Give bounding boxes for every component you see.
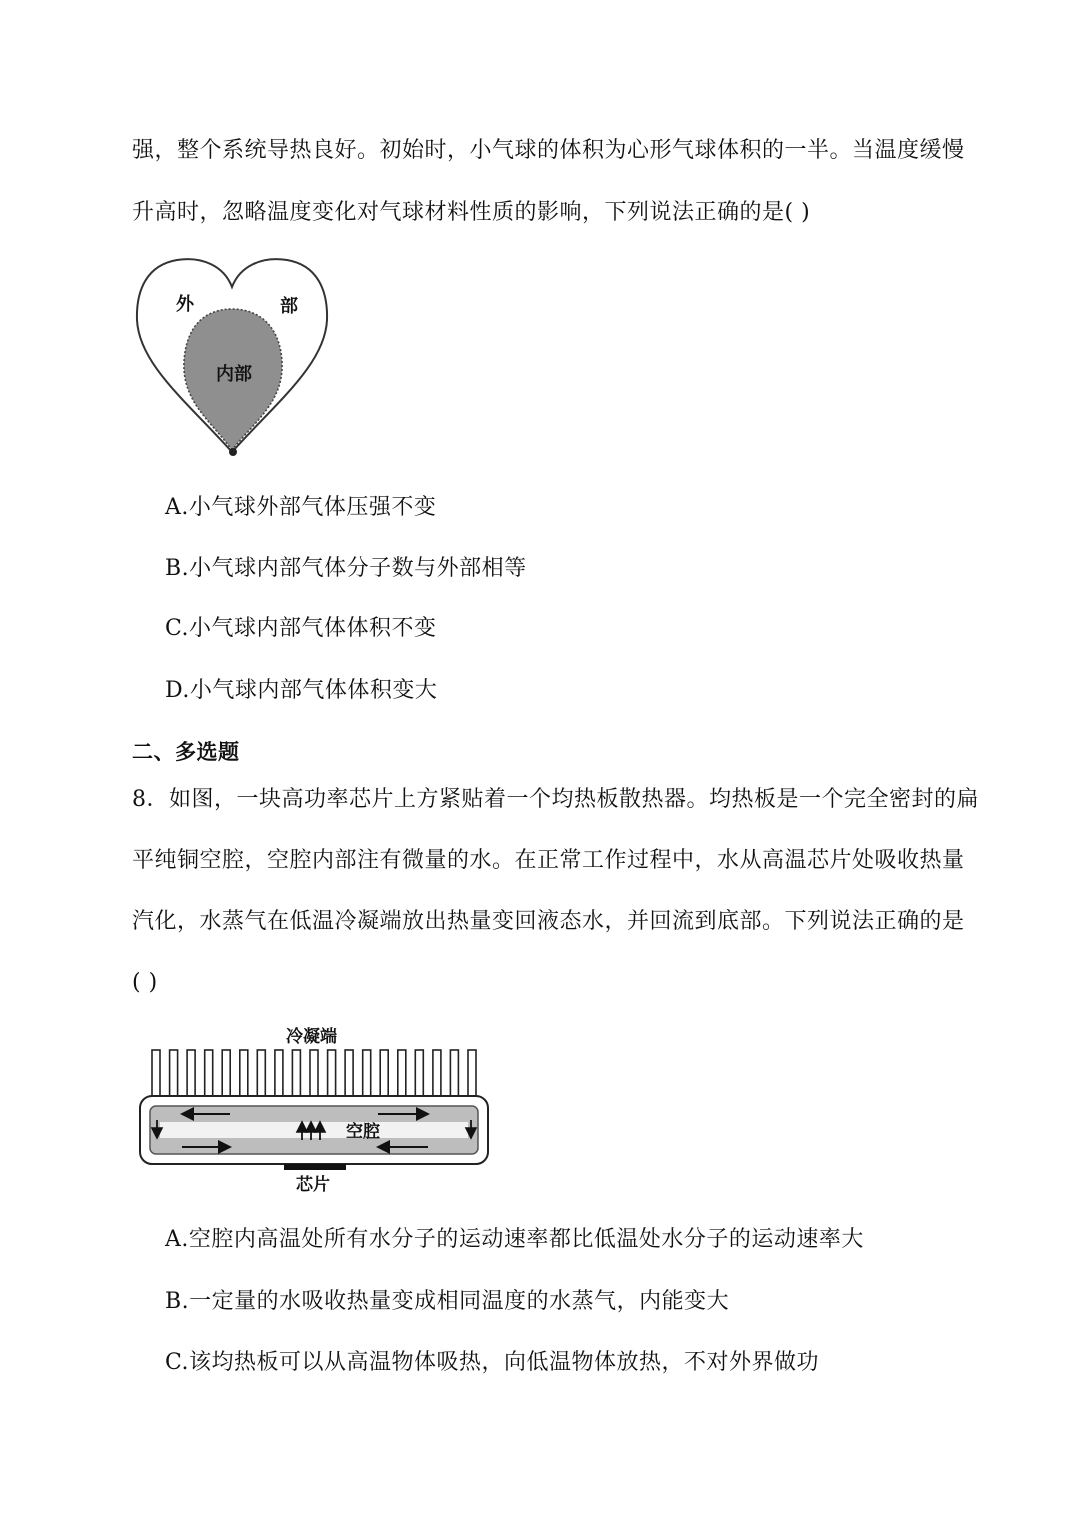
chip-block bbox=[284, 1164, 346, 1170]
heatsink-fin bbox=[205, 1050, 213, 1096]
q7-stem-line-1: 强，整个系统导热良好。初始时，小气球的体积为心形气球体积的一半。当温度缓慢 bbox=[132, 138, 965, 163]
heatsink-fin bbox=[363, 1050, 371, 1096]
heatsink-fin bbox=[415, 1050, 423, 1096]
heatsink-fin bbox=[328, 1050, 336, 1096]
q7-option-c: C.小气球内部气体体积不变 bbox=[165, 616, 437, 641]
condenser-fins bbox=[152, 1050, 476, 1096]
q8-option-c: C.该均热板可以从高温物体吸热，向低温物体放热，不对外界做功 bbox=[165, 1350, 820, 1375]
heatsink-fin bbox=[398, 1050, 406, 1096]
cavity-label: 空腔 bbox=[346, 1122, 380, 1142]
q8-stem-line-1: 8．如图，一块高功率芯片上方紧贴着一个均热板散热器。均热板是一个完全密封的扁 bbox=[132, 787, 979, 812]
heatsink-fin bbox=[187, 1050, 195, 1096]
condenser-label: 冷凝端 bbox=[286, 1027, 337, 1047]
heatsink-fin bbox=[257, 1050, 265, 1096]
balloon-knot bbox=[229, 448, 237, 456]
chip-label: 芯片 bbox=[296, 1175, 330, 1195]
heatsink-fin bbox=[275, 1050, 283, 1096]
outer-label-2: 部 bbox=[280, 296, 298, 317]
heatsink-fin bbox=[152, 1050, 160, 1096]
heatsink-fin bbox=[468, 1050, 476, 1096]
heatsink-fin bbox=[222, 1050, 230, 1096]
q7-option-d: D.小气球内部气体体积变大 bbox=[165, 678, 438, 703]
q8-stem-line-3: 汽化，水蒸气在低温冷凝端放出热量变回液态水，并回流到底部。下列说法正确的是 bbox=[132, 909, 965, 934]
inner-label: 内部 bbox=[216, 364, 252, 385]
heatsink-fin bbox=[310, 1050, 318, 1096]
q8-option-a: A.空腔内高温处所有水分子的运动速率都比低温处水分子的运动速率大 bbox=[165, 1227, 864, 1252]
heatsink-fin bbox=[292, 1050, 300, 1096]
vapor-chamber-figure bbox=[130, 1020, 500, 1195]
q7-option-b: B.小气球内部气体分子数与外部相等 bbox=[165, 556, 527, 581]
q8-stem-line-2: 平纯铜空腔，空腔内部注有微量的水。在正常工作过程中，水从高温芯片处吸收热量 bbox=[132, 848, 965, 873]
heart-balloon-figure bbox=[132, 252, 332, 462]
section-heading: 二、多选题 bbox=[132, 740, 240, 764]
q7-stem-line-2: 升高时，忽略温度变化对气球材料性质的影响，下列说法正确的是( ) bbox=[132, 200, 811, 225]
heatsink-fin bbox=[450, 1050, 458, 1096]
heatsink-fin bbox=[170, 1050, 178, 1096]
q7-option-a: A.小气球外部气体压强不变 bbox=[165, 495, 437, 520]
heatsink-fin bbox=[433, 1050, 441, 1096]
heatsink-fin bbox=[345, 1050, 353, 1096]
q8-option-b: B.一定量的水吸收热量变成相同温度的水蒸气，内能变大 bbox=[165, 1289, 730, 1314]
heatsink-fin bbox=[380, 1050, 388, 1096]
heatsink-fin bbox=[240, 1050, 248, 1096]
vapor-channel bbox=[160, 1122, 468, 1138]
outer-label-1: 外 bbox=[176, 294, 194, 315]
q8-stem-line-4: ( ) bbox=[132, 970, 158, 995]
